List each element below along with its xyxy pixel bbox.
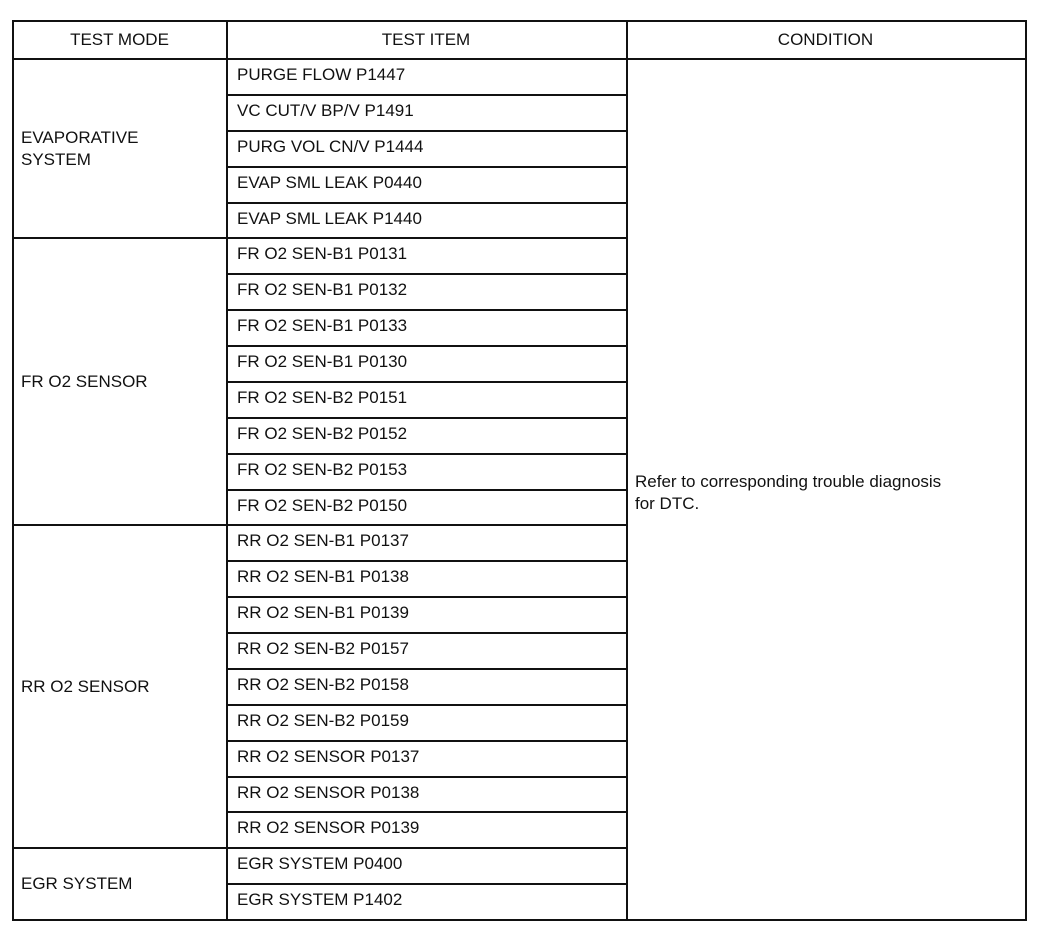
item-row-divider bbox=[226, 632, 628, 634]
test-item-cell: PURG VOL CN/V P1444 bbox=[237, 136, 424, 156]
test-item-cell: RR O2 SENSOR P0137 bbox=[237, 746, 420, 766]
test-item-cell: EGR SYSTEM P0400 bbox=[237, 854, 403, 874]
test-item-cell: EGR SYSTEM P1402 bbox=[237, 890, 403, 910]
test-mode-label: EGR SYSTEM bbox=[21, 874, 133, 894]
test-item-cell: RR O2 SEN-B2 P0159 bbox=[237, 710, 409, 730]
item-row-divider bbox=[226, 94, 628, 96]
column-divider-mode-item bbox=[226, 20, 228, 921]
condition-text: for DTC. bbox=[635, 493, 700, 513]
table-border-top bbox=[12, 20, 1027, 22]
test-item-cell: RR O2 SEN-B2 P0158 bbox=[237, 674, 409, 694]
test-mode-label: RR O2 SENSOR bbox=[21, 676, 150, 696]
table-border-right bbox=[1025, 20, 1027, 921]
test-item-cell: RR O2 SEN-B1 P0139 bbox=[237, 603, 409, 623]
item-row-divider bbox=[226, 811, 628, 813]
group-divider bbox=[12, 524, 628, 526]
header-condition: CONDITION bbox=[777, 30, 874, 49]
test-item-cell: FR O2 SEN-B2 P0151 bbox=[237, 387, 408, 407]
test-item-cell: FR O2 SEN-B1 P0133 bbox=[237, 316, 408, 336]
test-mode-label: FR O2 SENSOR bbox=[21, 371, 148, 391]
test-item-cell: PURGE FLOW P1447 bbox=[237, 65, 406, 84]
test-item-cell: FR O2 SEN-B1 P0132 bbox=[237, 280, 408, 300]
condition-text: Refer to corresponding trouble diagnosis bbox=[635, 471, 942, 491]
test-item-cell: EVAP SML LEAK P1440 bbox=[237, 208, 422, 228]
table-border-bottom bbox=[12, 919, 1027, 921]
test-mode-label: SYSTEM bbox=[21, 149, 91, 169]
item-row-divider bbox=[226, 776, 628, 778]
item-row-divider bbox=[226, 560, 628, 562]
item-row-divider bbox=[226, 704, 628, 706]
item-row-divider bbox=[226, 345, 628, 347]
test-item-cell: RR O2 SEN-B1 P0138 bbox=[237, 567, 409, 587]
test-item-cell: FR O2 SEN-B2 P0152 bbox=[237, 423, 408, 443]
item-row-divider bbox=[226, 740, 628, 742]
item-row-divider bbox=[226, 596, 628, 598]
header-bottom-rule bbox=[12, 58, 1027, 60]
item-row-divider bbox=[226, 273, 628, 275]
item-row-divider bbox=[226, 130, 628, 132]
test-item-cell: RR O2 SENSOR P0139 bbox=[237, 818, 420, 838]
header-test-mode: TEST MODE bbox=[70, 30, 169, 49]
table-border-left bbox=[12, 20, 14, 921]
header-test-item: TEST ITEM bbox=[381, 30, 471, 49]
item-row-divider bbox=[226, 166, 628, 168]
item-row-divider bbox=[226, 417, 628, 419]
test-item-cell: FR O2 SEN-B1 P0131 bbox=[237, 244, 408, 264]
test-item-cell: FR O2 SEN-B2 P0153 bbox=[237, 459, 408, 479]
item-row-divider bbox=[226, 489, 628, 491]
group-divider bbox=[12, 847, 628, 849]
test-item-cell: RR O2 SEN-B2 P0157 bbox=[237, 639, 409, 658]
test-item-cell: EVAP SML LEAK P0440 bbox=[237, 172, 422, 192]
column-divider-item-condition bbox=[626, 20, 628, 921]
item-row-divider bbox=[226, 381, 628, 383]
test-item-cell: RR O2 SENSOR P0138 bbox=[237, 782, 420, 802]
group-divider bbox=[12, 237, 628, 239]
item-row-divider bbox=[226, 668, 628, 670]
test-item-cell: RR O2 SEN-B1 P0137 bbox=[237, 531, 409, 551]
item-row-divider bbox=[226, 202, 628, 204]
item-row-divider bbox=[226, 309, 628, 311]
test-item-cell: VC CUT/V BP/V P1491 bbox=[237, 100, 414, 120]
test-item-cell: FR O2 SEN-B2 P0150 bbox=[237, 495, 408, 515]
item-row-divider bbox=[226, 453, 628, 455]
test-mode-label: EVAPORATIVE bbox=[21, 127, 139, 147]
test-item-cell: FR O2 SEN-B1 P0130 bbox=[237, 352, 408, 371]
item-row-divider bbox=[226, 883, 628, 885]
